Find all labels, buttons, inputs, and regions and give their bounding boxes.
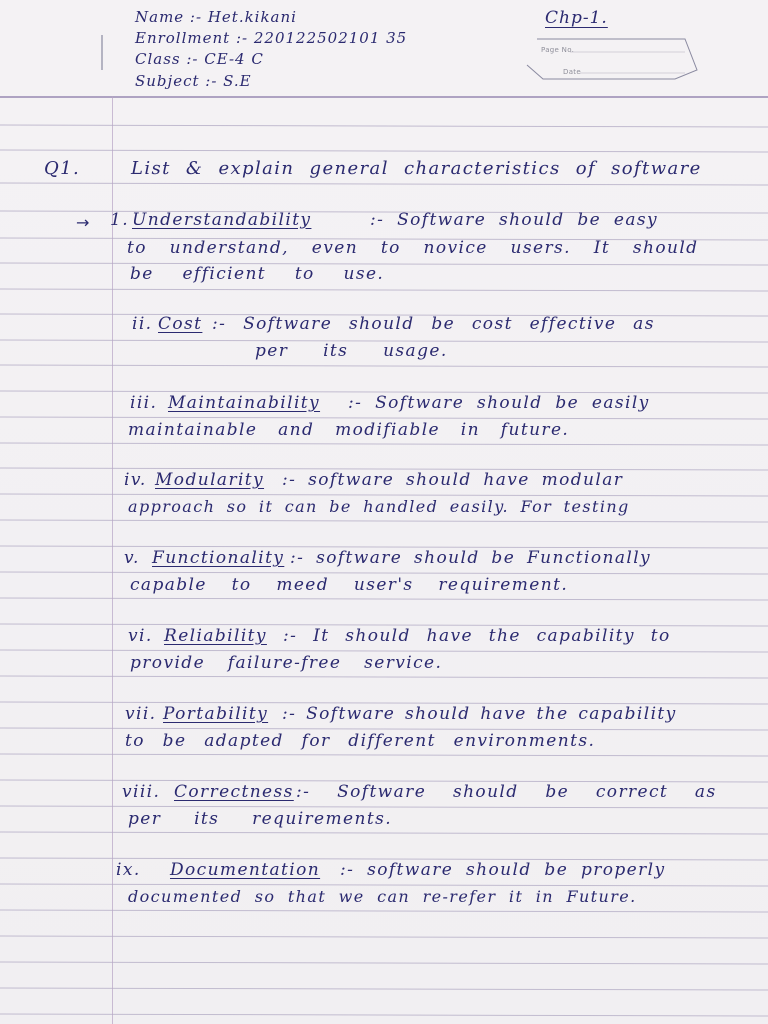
- item-text-line: capable to meed user's requirement.: [130, 575, 569, 595]
- item-text-line: approach so it can be handled easily. For testing: [128, 497, 630, 516]
- item-text-line: :- It should have the capability to: [283, 626, 671, 646]
- item-text-line: :- Software should be easily: [348, 393, 650, 413]
- item-term: Portability: [163, 704, 269, 724]
- item-text-line: to understand, even to novice users. It should: [127, 238, 699, 258]
- item-text-line: :- Software should be correct as: [296, 782, 717, 802]
- item-term: Functionality: [152, 548, 285, 568]
- item-text-line: to be adapted for different environments.: [125, 731, 596, 751]
- item-text-line: :- Software should be cost effective as: [212, 314, 655, 334]
- page-date-box: [525, 35, 700, 85]
- chapter-label: Chp-1.: [545, 8, 608, 28]
- item-text-line: provide failure-free service.: [130, 653, 443, 673]
- item-term: Understandability: [132, 210, 312, 230]
- item-text-line: :- software should be properly: [340, 860, 666, 880]
- question-text: List & explain general characteristics of software: [131, 158, 702, 179]
- item-text-line: :- Software should have the capability: [282, 704, 677, 724]
- item-marker: vii.: [125, 704, 157, 724]
- subject-label: Subject :- S.E: [135, 72, 252, 90]
- item-term: Modularity: [155, 470, 265, 490]
- answer-arrow: →: [76, 213, 90, 232]
- item-term: Correctness: [174, 782, 294, 802]
- header-divider: [0, 96, 768, 98]
- item-marker: vi.: [128, 626, 153, 646]
- item-text-line: :- software should be Functionally: [290, 548, 652, 568]
- item-marker: viii.: [122, 782, 161, 802]
- item-term: Cost: [158, 314, 203, 334]
- item-term: Reliability: [164, 626, 267, 646]
- item-marker: iii.: [130, 393, 158, 413]
- date-label: Date: [563, 68, 581, 76]
- item-marker: iv.: [124, 470, 147, 490]
- enrollment-number: Enrollment :- 220122502101 35: [135, 29, 408, 47]
- item-term: Maintainability: [168, 393, 321, 413]
- item-text-line: per its requirements.: [128, 809, 393, 829]
- student-name: Name :- Het.kikani: [135, 8, 297, 26]
- item-marker: ix.: [116, 860, 141, 880]
- question-number: Q1.: [44, 158, 81, 179]
- item-text-line: :- software should have modular: [282, 470, 624, 490]
- item-marker: 1.: [110, 210, 130, 230]
- margin-line: [112, 96, 113, 1024]
- item-text-line: :- Software should be easy: [370, 210, 659, 230]
- class-label: Class :- CE-4 C: [135, 50, 264, 68]
- item-text-line: per its usage.: [255, 341, 448, 361]
- item-text-line: maintainable and modifiable in future.: [128, 420, 570, 440]
- item-term: Documentation: [170, 860, 321, 880]
- item-text-line: documented so that we can re-refer it in Future.: [128, 887, 637, 906]
- page-no-label: Page No.: [541, 46, 575, 54]
- item-marker: ii.: [132, 314, 153, 334]
- item-text-line: be efficient to use.: [130, 264, 385, 284]
- item-marker: v.: [124, 548, 140, 568]
